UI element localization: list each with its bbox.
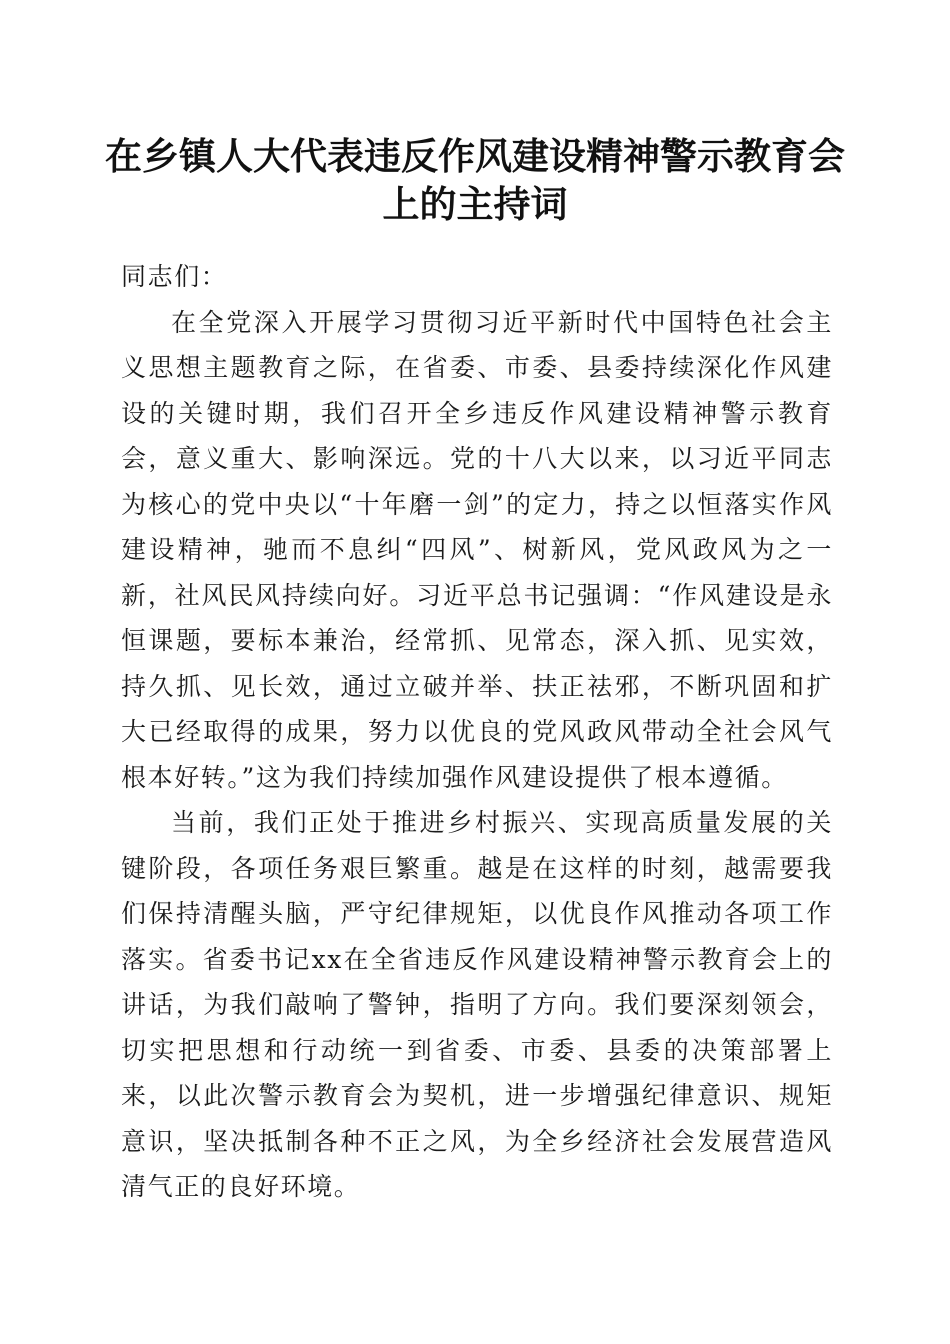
salutation: 同志们： <box>121 262 228 291</box>
document-body <box>121 254 833 1210</box>
document-title: 在乡镇人大代表违反作风建设精神警示教育会上的主持词 <box>105 134 845 226</box>
paragraph-2: 当前，我们正处于推进乡村振兴、实现高质量发展的关键阶段，各项任务艰巨繁重。越是在这样的时刻，越需要我们保持清醒头脑，严守纪律规矩，以优良作风推动各项工作落实。省委书记xx在全省违反作风建设精神警示教育会上的讲话，为我们敲响了警钟，指明了方向。我们要深刻领会，切实把思想和行动统一到省委、市委、县委的决策部署上来，以此次警示教育会为契机，进一步增强纪律意识、规矩意识，坚决抵制各种不正之风，为全乡经济社会发展营造风清气正的良好环境。 <box>121 808 833 1201</box>
paragraph-1: 在全党深入开展学习贯彻习近平新时代中国特色社会主义思想主题教育之际，在省委、市委、县委持续深化作风建设的关键时期，我们召开全乡违反作风建设精神警示教育会，意义重大、影响深远。党的十八大以来，以习近平同志为核心的党中央以“十年磨一剑”的定力，持之以恒落实作风建设精神，驰而不息纠“四风”、树新风，党风政风为之一新，社风民风持续向好。习近平总书记强调：“作风建设是永恒课题，要标本兼治，经常抓、见常态，深入抓、见实效，持久抓、见长效，通过立破并举、扶正祛邪，不断巩固和扩大已经取得的成果，努力以优良的党风政风带动全社会风气根本好转。”这为我们持续加强作风建设提供了根本遵循。 <box>121 307 833 792</box>
